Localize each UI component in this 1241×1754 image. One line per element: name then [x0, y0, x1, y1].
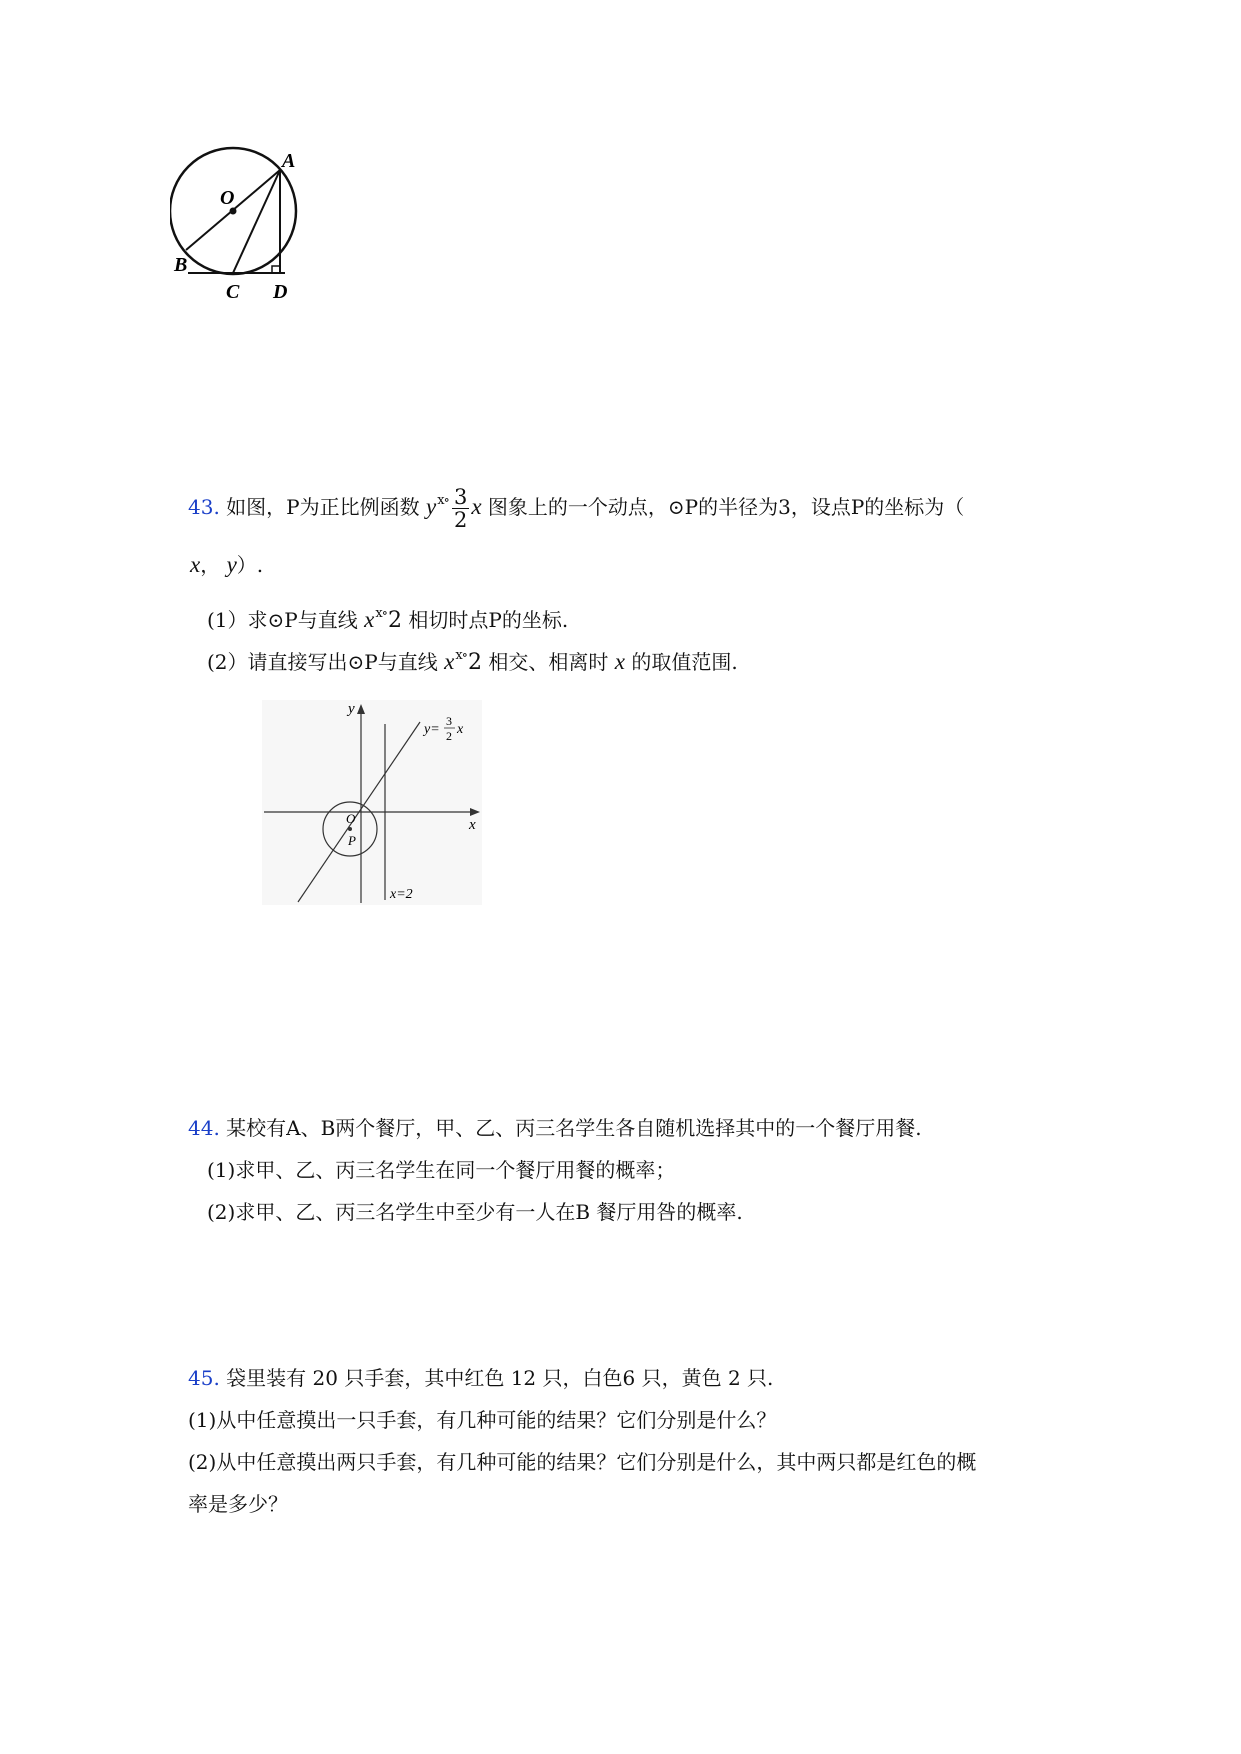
q45-number: 45: [188, 1366, 214, 1390]
q44-number: 44: [188, 1116, 214, 1140]
right-angle-mark: [272, 266, 280, 273]
label-d: D: [273, 281, 288, 303]
q43-line2: x， y）.: [190, 552, 264, 577]
label-a: A: [282, 150, 296, 172]
q43-line1: 43. 如图，P为正比例函数 $y^{ⅹ\circ}$ $\frac{3}{2}$ x 图象上的一个动点，⊙P的半径为3，设点P的坐标为（: [188, 485, 965, 532]
q44-text: 某校有A、B两个餐厅，甲、乙、丙三名学生各自随机选择其中的一个餐厅用餐.: [226, 1116, 922, 1140]
graph-figure: [262, 700, 482, 905]
svg-text:y=: y=: [424, 722, 440, 737]
q43-fraction: $\frac{3}{2}$: [453, 485, 468, 532]
label-o: O: [220, 187, 235, 209]
point-p-label: P: [348, 833, 356, 848]
circle-figure: [170, 140, 330, 340]
q45-line1: 45. 袋里装有 20 只手套，其中红色 12 只，白色6 只，黄色 2 只.: [188, 1366, 774, 1390]
q43-part1: (1）求⊙P与直线 $x^{ⅹ\circ}2$ 相切时点P的坐标.: [207, 606, 569, 633]
q43-part2: (2）请直接写出⊙P与直线 $x^{ⅹ\circ}2$ 相交、相离时 x 的取值范围.: [207, 648, 738, 675]
svg-text:x: x: [457, 722, 464, 737]
q44-line1: 44. 某校有A、B两个餐厅，甲、乙、丙三名学生各自随机选择其中的一个餐厅用餐.: [188, 1116, 922, 1140]
q45-text: 袋里装有 20 只手套，其中红色 12 只，白色6 只，黄色 2 只.: [226, 1366, 774, 1390]
q43-var-x: x: [471, 494, 482, 519]
vline-label: x=2: [390, 887, 413, 902]
origin-label: O: [346, 811, 356, 826]
q43-var-y: y: [426, 494, 437, 519]
q43-text-b: 图象上的一个动点，⊙P的半径为3，设点P的坐标为（: [487, 495, 965, 519]
y-axis-label: y: [348, 701, 355, 717]
q45-part2-cont: 率是多少？: [188, 1492, 288, 1516]
q45-part1: (1)从中任意摸出一只手套，有几种可能的结果？它们分别是什么？: [188, 1408, 777, 1432]
q43-eq-symbol: ⅹ∘: [437, 493, 449, 508]
label-b: B: [174, 254, 188, 276]
point-p: [348, 827, 352, 831]
svg-text:3: 3: [446, 714, 452, 728]
q45-part2: (2)从中任意摸出两只手套，有几种可能的结果？它们分别是什么，其中两只都是红色的概: [188, 1450, 977, 1474]
chord-ac: [233, 170, 280, 273]
q44-part1: (1)求甲、乙、丙三名学生在同一个餐厅用餐的概率；: [207, 1158, 676, 1182]
x-axis-label: x: [469, 817, 476, 833]
q43-number: 43: [188, 495, 214, 519]
svg-text:2: 2: [446, 729, 452, 743]
q44-part2: (2)求甲、乙、丙三名学生中至少有一人在B 餐厅用咎的概率.: [207, 1200, 743, 1224]
label-c: C: [226, 281, 240, 303]
q43-text-a: 如图，P为正比例函数: [226, 495, 420, 519]
